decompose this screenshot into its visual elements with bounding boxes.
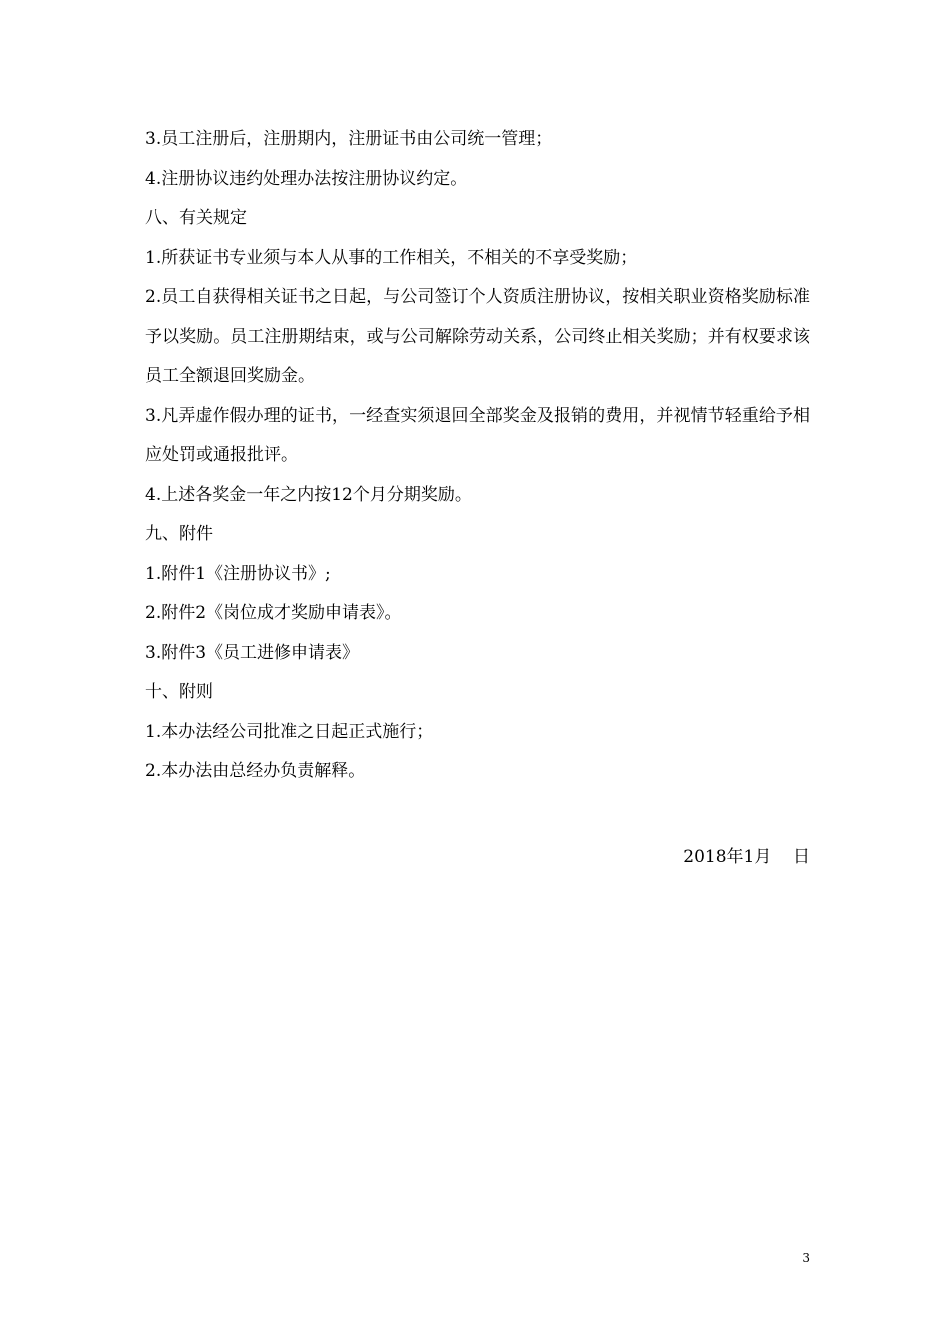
paragraph-rule-1-relevance: 1.所获证书专业须与本人从事的工作相关，不相关的不享受奖励； [145, 247, 638, 268]
attachment-item-3: 3.附件3《员工进修申请表》 [145, 642, 360, 663]
section-heading-8: 八、有关规定 [145, 208, 247, 228]
document-date: 2018年1月 日 [683, 847, 810, 867]
paragraph-item-3-registration-management: 3.员工注册后，注册期内，注册证书由公司统一管理； [145, 129, 553, 149]
attachment-item-2: 2.附件2《岗位成才奖励申请表》。 [145, 603, 402, 623]
section-heading-10: 十、附则 [145, 682, 213, 702]
paragraph-rule-4-installments: 4.上述各奖金一年之内按12个月分期奖励。 [145, 484, 472, 505]
paragraph-rule-3-fraud: 3.凡弄虚作假办理的证书，一经查实须退回全部奖金及报销的费用，并视情节轻重给予相应处罚或通报批评。 [145, 405, 810, 465]
supplementary-item-2: 2.本办法由总经办负责解释。 [145, 761, 366, 781]
page-number: 3 [802, 1251, 810, 1265]
document-body [145, 120, 810, 792]
attachment-item-1: 1.附件1《注册协议书》; [145, 563, 331, 584]
section-heading-9: 九、附件 [145, 524, 213, 544]
paragraph-item-4-breach-handling: 4.注册协议违约处理办法按注册协议约定。 [145, 168, 468, 189]
paragraph-rule-2-agreement: 2.员工自获得相关证书之日起，与公司签订个人资质注册协议，按相关职业资格奖励标准予以奖励。员工注册期结束，或与公司解除劳动关系，公司终止相关奖励；并有权要求该员工全额退回奖励金。 [145, 287, 810, 386]
supplementary-item-1: 1.本办法经公司批准之日起正式施行； [145, 721, 434, 742]
